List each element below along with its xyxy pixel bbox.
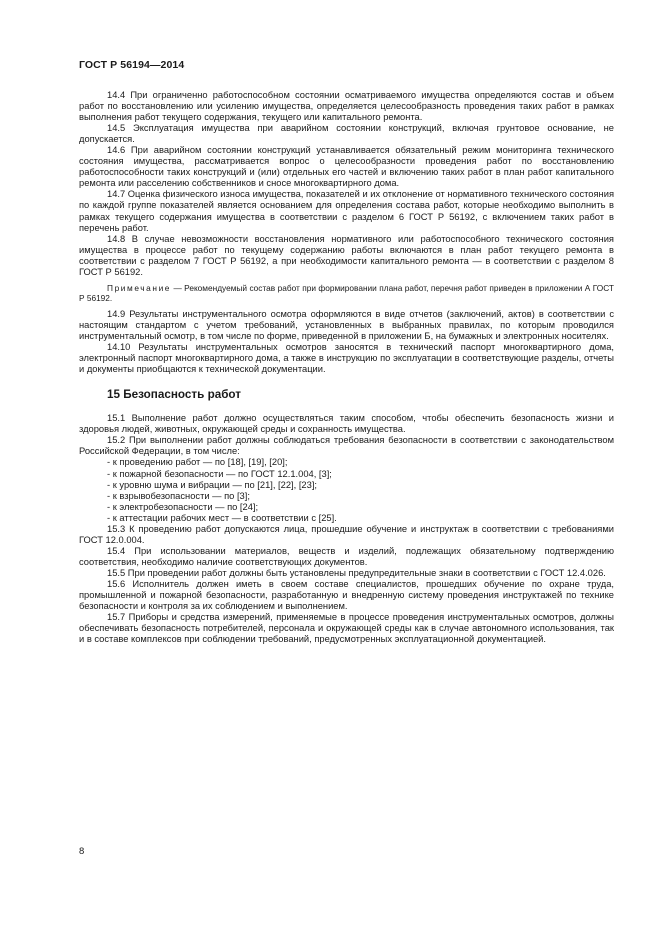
list-item: - к уровню шума и вибрации — по [21], [22], [23];	[107, 479, 318, 490]
paragraph-14-10: 14.10 Результаты инструментальных осмотров заносятся в технический паспорт многоквартирного дома, электронный паспорт многоквартирного дома, а также в инструкцию по эксплуатации в соответствующие разделы, отчеты и документы приобщаются к технической документации.	[79, 342, 614, 375]
list-item: - к аттестации рабочих мест — в соответствии с [25].	[107, 512, 337, 523]
paragraph-15-7: 15.7 Приборы и средства измерений, применяемые в процессе проведения инструментальных осмотров, должны обеспечивать безопасность потребителей, персонала и окружающей среды как в случае автономного использования, так и в составе комплексов при соблюдении требований, предусмотренных эксплуатационной документацией.	[79, 612, 614, 645]
paragraph-15-1: 15.1 Выполнение работ должно осуществляться таким способом, чтобы обеспечить безопасность жизни и здоровья людей, животных, окружающей среды и сохранность имущества.	[79, 413, 614, 435]
paragraph-15-5: 15.5 При проведении работ должны быть установлены предупредительные знаки в соответствии с ГОСТ 12.4.026.	[107, 567, 606, 578]
page-number: 8	[79, 846, 85, 857]
document-code-header: ГОСТ Р 56194—2014	[79, 59, 185, 71]
paragraph-14-7: 14.7 Оценка физического износа имущества, показателей и их отклонение от нормативного технического состояния по каждой группе показателей является основанием для определения состава работ, которые необходимо выполнить в рамках текущего содержания имущества в соответствии с разделом 6 ГОСТ Р 56192, с включением таких работ в перечень работ.	[79, 189, 614, 233]
list-item: - к пожарной безопасности — по ГОСТ 12.1.004, [3];	[107, 468, 332, 479]
note	[79, 283, 614, 304]
paragraph-14-6: 14.6 При аварийном состоянии конструкций устанавливается обязательный режим мониторинга технического состояния имущества, рассматривается вопрос о целесообразности проведения работ по восстановлению работоспособности таких конструкций и (или) отдельных его частей и включению таких работ в план работ капитального ремонта или расселению собственников и сносе многоквартирного дома.	[79, 145, 614, 189]
paragraph-14-5: 14.5 Эксплуатация имущества при аварийном состоянии конструкций, включая грунтовое основание, не допускается.	[79, 123, 614, 145]
list-item: - к электробезопасности — по [24];	[107, 501, 259, 512]
list-item: - к взрывобезопасности — по [3];	[107, 490, 250, 501]
note-label: Примечание	[107, 282, 172, 293]
paragraph-14-4: 14.4 При ограниченно работоспособном состоянии осматриваемого имущества определяются состав и объем работ по восстановлению или усилению имущества, определяется целесообразность проведения таких работ в рамках выполнения работ текущего содержания, текущего или капитального ремонта.	[79, 90, 614, 123]
paragraph-14-9: 14.9 Результаты инструментального осмотра оформляются в виде отчетов (заключений, актов) в соответствии с настоящим стандартом с учетом требований, установленных в выбранных правилах, по которым проводился инструментальный осмотр, в том числе по форме, приведенной в приложении Б, на бумажных и электронных носителях.	[79, 308, 614, 342]
paragraph-15-4: 15.4 При использовании материалов, веществ и изделий, подлежащих обязательному подтверждению соответствия, необходимо наличие соответствующих документов.	[79, 545, 614, 567]
page-content	[79, 90, 614, 645]
list-item: - к проведению работ — по [18], [19], [20];	[107, 457, 288, 468]
safety-requirements-list	[79, 457, 614, 523]
paragraph-15-2: 15.2 При выполнении работ должны соблюдаться требования безопасности в соответствии с законодательством Российской Федерации, в том числе:	[79, 435, 614, 457]
paragraph-15-6: 15.6 Исполнитель должен иметь в своем составе специалистов, прошедших обучение по охране труда, промышленной и пожарной безопасности, разработанную и внедренную систему проведения инструктажей по технике безопасности и контроля за их соблюдением и выполнением.	[79, 578, 614, 612]
paragraph-15-3: 15.3 К проведению работ допускаются лица, прошедшие обучение и инструктаж в соответствии с требованиями ГОСТ 12.0.004.	[79, 523, 614, 545]
paragraph-14-8: 14.8 В случае невозможности восстановления нормативного или работоспособного технического состояния имущества в процессе работ по текущему содержанию работы включаются в план работ текущего ремонта в соответствии с разделом 7 ГОСТ Р 56192, а при необходимости капитального ремонта — в соответствии с разделом 8 ГОСТ Р 56192.	[79, 233, 614, 277]
section-15-title: 15 Безопасность работ	[107, 388, 241, 402]
note-text: — Рекомендуемый состав работ при формировании плана работ, перечня работ приведен в приложении А ГОСТ Р 56192.	[79, 282, 614, 304]
